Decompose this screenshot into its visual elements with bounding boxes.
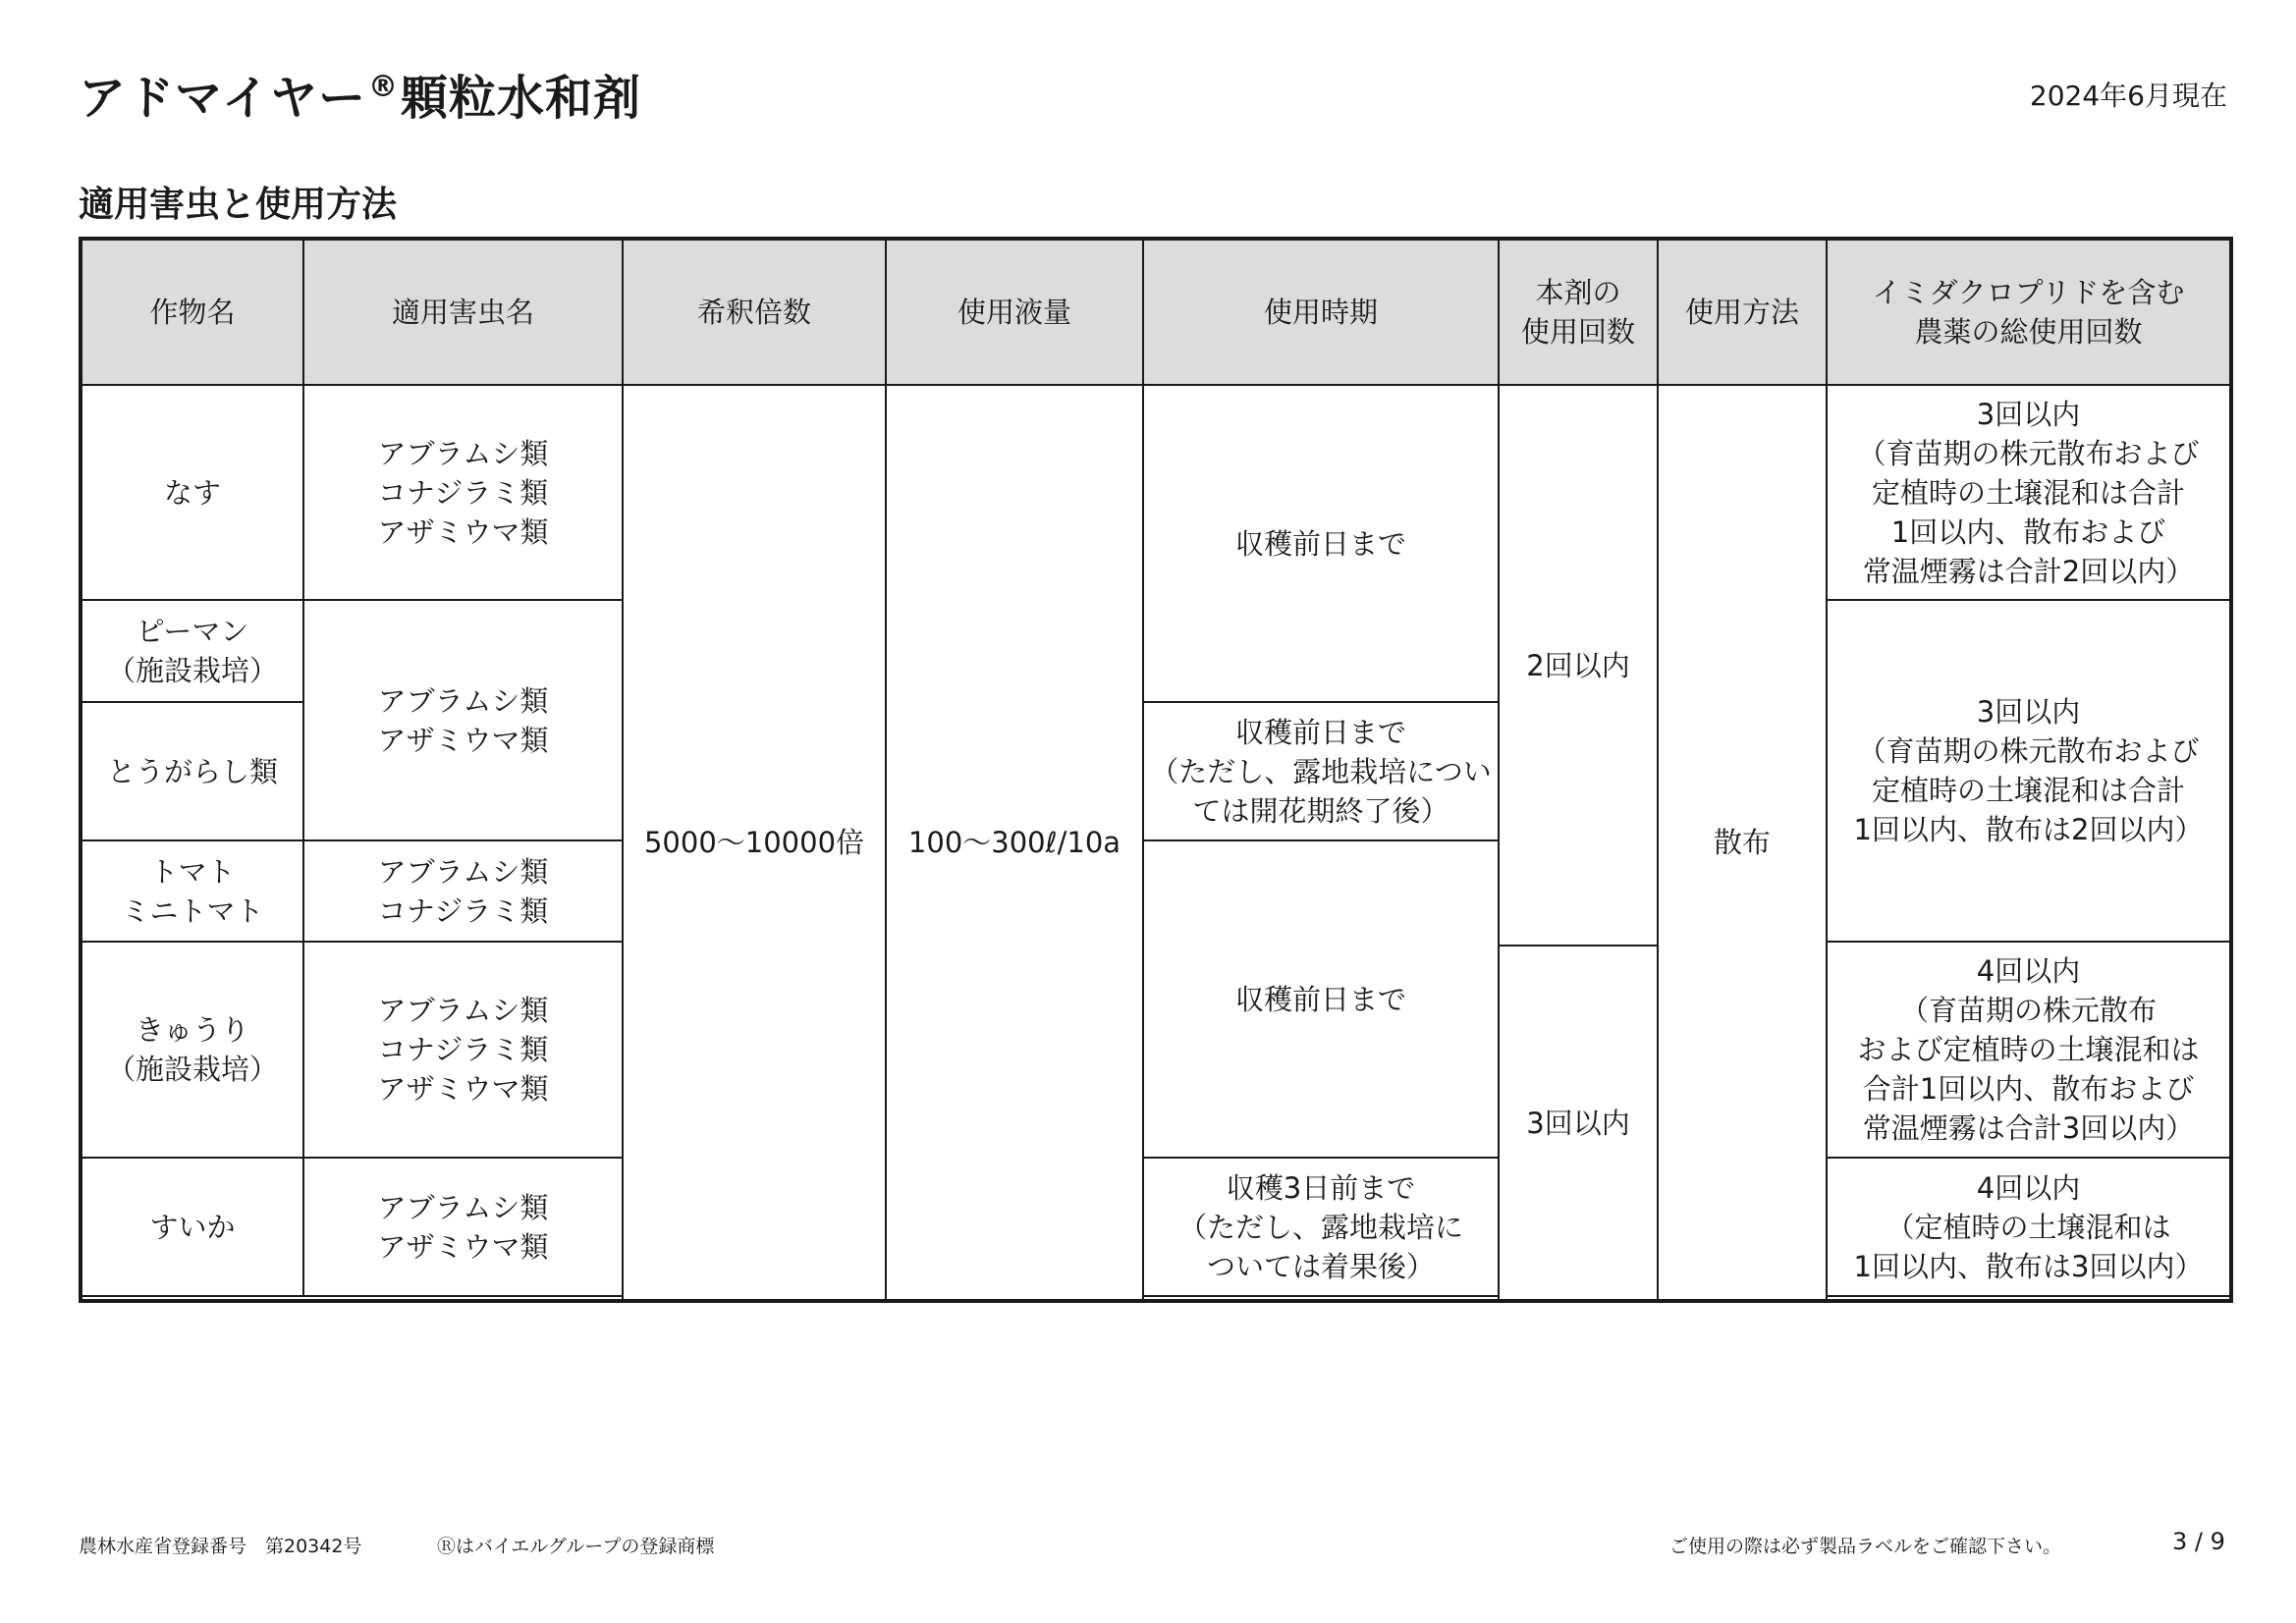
table-row-spacer	[81, 1296, 2231, 1301]
volume-cell: 100～300ℓ/10a	[886, 385, 1143, 1301]
count-cell: 3回以内	[1499, 946, 1658, 1301]
title-rest: 顆粒水和剤	[401, 71, 642, 126]
header-dilution: 希釈倍数	[623, 239, 886, 385]
crop-cell: ピーマン （施設栽培）	[81, 600, 303, 702]
header-volume: 使用液量	[886, 239, 1143, 385]
header-method: 使用方法	[1658, 239, 1827, 385]
timing-cell: 収穫3日前まで （ただし、露地栽培に ついては着果後）	[1143, 1158, 1499, 1296]
title-main: アドマイヤー	[79, 71, 367, 126]
pest-cell: アブラムシ類 コナジラミ類 アザミウマ類	[303, 942, 623, 1158]
trademark-note: Ⓡはバイエルグループの登録商標	[437, 1536, 715, 1557]
header-count: 本剤の 使用回数	[1499, 239, 1658, 385]
header-pest: 適用害虫名	[303, 239, 623, 385]
timing-cell: 収穫前日まで （ただし、露地栽培につい ては開花期終了後）	[1143, 702, 1499, 840]
crop-cell: とうがらし類	[81, 702, 303, 840]
total-cell: 4回以内 （定植時の土壌混和は 1回以内、散布は3回以内）	[1827, 1158, 2231, 1296]
total-cell: 3回以内 （育苗期の株元散布および 定植時の土壌混和は合計 1回以内、散布は2回以内）	[1827, 600, 2231, 942]
registration-number: 農林水産省登録番号 第20342号	[79, 1536, 362, 1557]
table-row	[81, 1158, 2231, 1296]
timing-cell: 収穫前日まで	[1143, 840, 1499, 1158]
as-of-date: 2024年6月現在	[2029, 80, 2227, 112]
section-title: 適用害虫と使用方法	[79, 185, 398, 225]
dilution-cell: 5000～10000倍	[623, 385, 886, 1301]
method-cell: 散布	[1658, 385, 1827, 1301]
header-timing: 使用時期	[1143, 239, 1499, 385]
pest-cell: アブラムシ類 アザミウマ類	[303, 1158, 623, 1296]
header-crop: 作物名	[81, 239, 303, 385]
header-row	[81, 239, 2231, 385]
crop-cell: きゅうり （施設栽培）	[81, 942, 303, 1158]
page-number: 3 / 9	[2172, 1528, 2225, 1555]
usage-table	[79, 237, 2233, 1303]
table-row	[81, 385, 2231, 600]
pest-cell: アブラムシ類 コナジラミ類 アザミウマ類	[303, 385, 623, 600]
total-cell: 3回以内 （育苗期の株元散布および 定植時の土壌混和は合計 1回以内、散布および 常温煙霧は合計2回以内）	[1827, 385, 2231, 600]
pest-cell: アブラムシ類 アザミウマ類	[303, 600, 623, 840]
timing-cell: 収穫前日まで	[1143, 385, 1499, 702]
count-cell: 2回以内	[1499, 385, 1658, 946]
crop-cell: なす	[81, 385, 303, 600]
label-note: ご使用の際は必ず製品ラベルをご確認下さい。	[1669, 1536, 2062, 1557]
registered-mark: ®	[368, 70, 400, 104]
header-total: イミダクロプリドを含む 農薬の総使用回数	[1827, 239, 2231, 385]
pest-cell: アブラムシ類 コナジラミ類	[303, 840, 623, 942]
crop-cell: トマト ミニトマト	[81, 840, 303, 942]
crop-cell: すいか	[81, 1158, 303, 1296]
total-cell: 4回以内 （育苗期の株元散布 および定植時の土壌混和は 合計1回以内、散布および 常温煙霧は合計3回以内）	[1827, 942, 2231, 1158]
product-title	[79, 71, 641, 125]
